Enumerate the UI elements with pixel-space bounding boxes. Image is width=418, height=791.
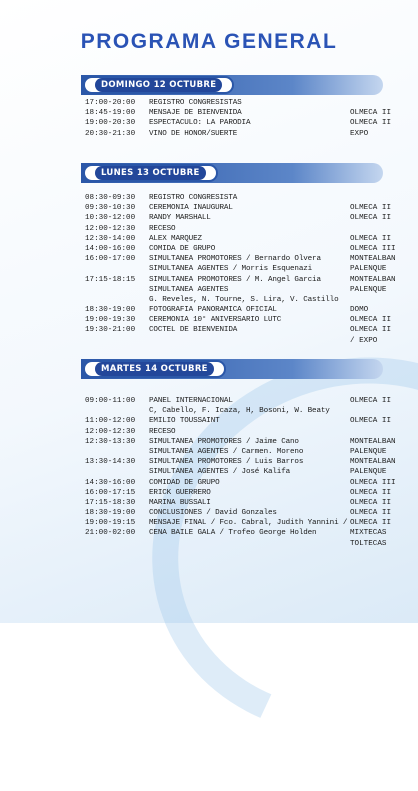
venue-cell: PALENQUE [350,265,387,274]
venue-cell: MONTEALBAN [350,275,396,284]
schedule-row [85,193,405,203]
event-cell: SIMULTANEA PROMOTORES / M. Angel Garcia [149,275,321,284]
event-cell: SIMULTANEA PROMOTORES / Bernardo Olvera [149,255,321,264]
schedule-row [85,447,405,457]
event-cell: PANEL INTERNACIONAL [149,397,233,405]
time-cell: 10:30-12:00 [85,214,136,223]
schedule-row [85,295,405,305]
event-cell: CEREMONIA INAUGURAL [149,204,233,213]
schedule-row [85,427,405,437]
schedule-row [85,336,405,346]
venue-cell: OLMECA II [350,509,392,518]
page-title: PROGRAMA GENERAL [80,30,338,53]
event-cell: SIMULTANEA AGENTES / José Kalifa [149,468,291,477]
schedule-row [85,518,405,528]
time-cell: 17:00-20:00 [85,99,136,107]
event-cell: VINO DE HONOR/SUERTE [149,129,238,138]
schedule-row [85,244,405,254]
venue-cell: MONTEALBAN [350,437,396,446]
time-cell: 17:15-18:15 [85,275,136,284]
event-cell: SIMULTANEA PROMOTORES / Luis Barros [149,458,304,467]
time-cell: 14:00-16:00 [85,244,136,253]
schedule-row [85,305,405,315]
event-cell: FOTOGRAFIA PANORAMICA OFICIAL [149,306,277,315]
schedule-row [85,108,405,118]
event-cell: G. Reveles, N. Tourne, S. Lira, V. Castillo [149,295,339,304]
venue-cell: OLMECA II [350,417,392,426]
day-header-sunday [83,76,234,94]
schedule-row [85,437,405,447]
day-header-monday [83,164,218,182]
venue-cell: MIXTECAS [350,529,387,538]
event-cell: CONCLUSIONES / David Gonzales [149,509,277,518]
time-cell: 12:30-14:00 [85,234,136,243]
schedule-row [85,213,405,223]
time-cell: 19:00-20:30 [85,119,136,128]
schedule-row [85,457,405,467]
event-cell: ALEX MARQUEZ [149,234,202,243]
event-cell: COMIDAD DE GRUPO [149,478,220,487]
time-cell: 16:00-17:00 [85,255,136,264]
time-cell: 11:00-12:00 [85,417,136,426]
event-cell: MENSAJE FINAL / Fco. Cabral, Judith Yannini / [149,519,348,528]
schedule-row [85,315,405,325]
venue-cell: TOLTECAS [350,539,387,548]
time-cell: 09:30-10:30 [85,204,136,213]
event-cell: RECESO [149,224,176,233]
event-cell: REGISTRO CONGRESISTA [149,194,238,202]
venue-cell: EXPO [350,129,369,138]
venue-cell: OLMECA II [350,519,392,528]
schedule-row [85,528,405,538]
schedule-row [85,254,405,264]
day-label: MARTES 14 OCTUBRE [95,362,214,376]
venue-cell: OLMECA II [350,316,392,325]
time-cell: 13:30-14:30 [85,458,136,467]
schedule-row [85,508,405,518]
schedule-tuesday [85,396,405,549]
time-cell: 18:45-19:00 [85,109,136,118]
schedule-row [85,234,405,244]
event-cell: REGISTRO CONGRESISTAS [149,99,242,107]
schedule-row [85,467,405,477]
schedule-row [85,285,405,295]
schedule-row [85,416,405,426]
time-cell: 19:30-21:00 [85,326,136,335]
event-cell: COMIDA DE GRUPO [149,244,216,253]
event-cell: SIMULTANEA AGENTES / Carmen. Moreno [149,447,304,456]
event-cell: RECESO [149,427,176,436]
day-label: LUNES 13 OCTUBRE [95,166,206,180]
venue-cell: OLMECA II [350,119,392,128]
time-cell: 19:00-19:30 [85,316,136,325]
event-cell: SIMULTANEA AGENTES / Morris Esquenazi [149,265,313,274]
venue-cell: OLMECA III [350,478,396,487]
time-cell: 20:30-21:30 [85,129,136,138]
event-cell: MARINA BUSSALI [149,498,211,507]
event-cell: CENA BAILE GALA / Trofeo George Holden [149,529,317,538]
venue-cell: / EXPO [350,336,378,345]
schedule-row [85,396,405,406]
event-cell: C, Cabello, F. Icaza, H, Bosoni, W. Beaty [149,407,330,416]
venue-cell: PALENQUE [350,447,387,456]
day-label: DOMINGO 12 OCTUBRE [95,78,222,92]
event-cell: COCTEL DE BIENVENIDA [149,326,238,335]
venue-cell: MONTEALBAN [350,255,396,264]
time-cell: 18:30-19:00 [85,306,136,315]
schedule-row [85,275,405,285]
event-cell: CEREMONIA 10° ANIVERSARIO LUTC [149,316,282,325]
event-cell: ESPECTACULO: LA PARODIA [149,119,251,128]
time-cell: 09:00-11:00 [85,397,136,405]
venue-cell: PALENQUE [350,285,387,294]
schedule-row [85,498,405,508]
time-cell: 18:30-19:00 [85,509,136,518]
schedule-row [85,224,405,234]
event-cell: SIMULTANEA PROMOTORES / Jaime Cano [149,437,299,446]
schedule-row [85,98,405,108]
schedule-row [85,539,405,549]
event-cell: EMILIO TOUSSAINT [149,417,220,426]
schedule-row [85,264,405,274]
event-cell: MENSAJE DE BIENVENIDA [149,109,242,118]
venue-cell: PALENQUE [350,468,387,477]
time-cell: 17:15-18:30 [85,498,136,507]
venue-cell: DOMO [350,306,369,315]
venue-cell: OLMECA II [350,397,392,405]
schedule-sunday [85,98,405,139]
venue-cell: OLMECA III [350,244,396,253]
time-cell: 14:30-16:00 [85,478,136,487]
time-cell: 08:30-09:30 [85,194,136,202]
day-header-tuesday [83,360,226,378]
schedule-row [85,325,405,335]
time-cell: 21:00-02:00 [85,529,136,538]
time-cell: 12:00-12:30 [85,427,136,436]
schedule-row [85,488,405,498]
time-cell: 19:00-19:15 [85,519,136,528]
schedule-row [85,118,405,128]
time-cell: 12:00-12:30 [85,224,136,233]
event-cell: ERICK GUERRERO [149,488,211,497]
schedule-row [85,478,405,488]
schedule-row [85,406,405,416]
schedule-row [85,129,405,139]
venue-cell: OLMECA II [350,326,392,335]
venue-cell: OLMECA II [350,488,392,497]
event-cell: SIMULTANEA AGENTES [149,285,229,294]
schedule-monday [85,193,405,346]
venue-cell: OLMECA II [350,234,392,243]
time-cell: 12:30-13:30 [85,437,136,446]
schedule-row [85,203,405,213]
venue-cell: OLMECA II [350,109,392,118]
event-cell: RANDY MARSHALL [149,214,211,223]
venue-cell: OLMECA II [350,204,392,213]
time-cell: 16:00-17:15 [85,488,136,497]
venue-cell: MONTEALBAN [350,458,396,467]
venue-cell: OLMECA II [350,498,392,507]
venue-cell: OLMECA II [350,214,392,223]
